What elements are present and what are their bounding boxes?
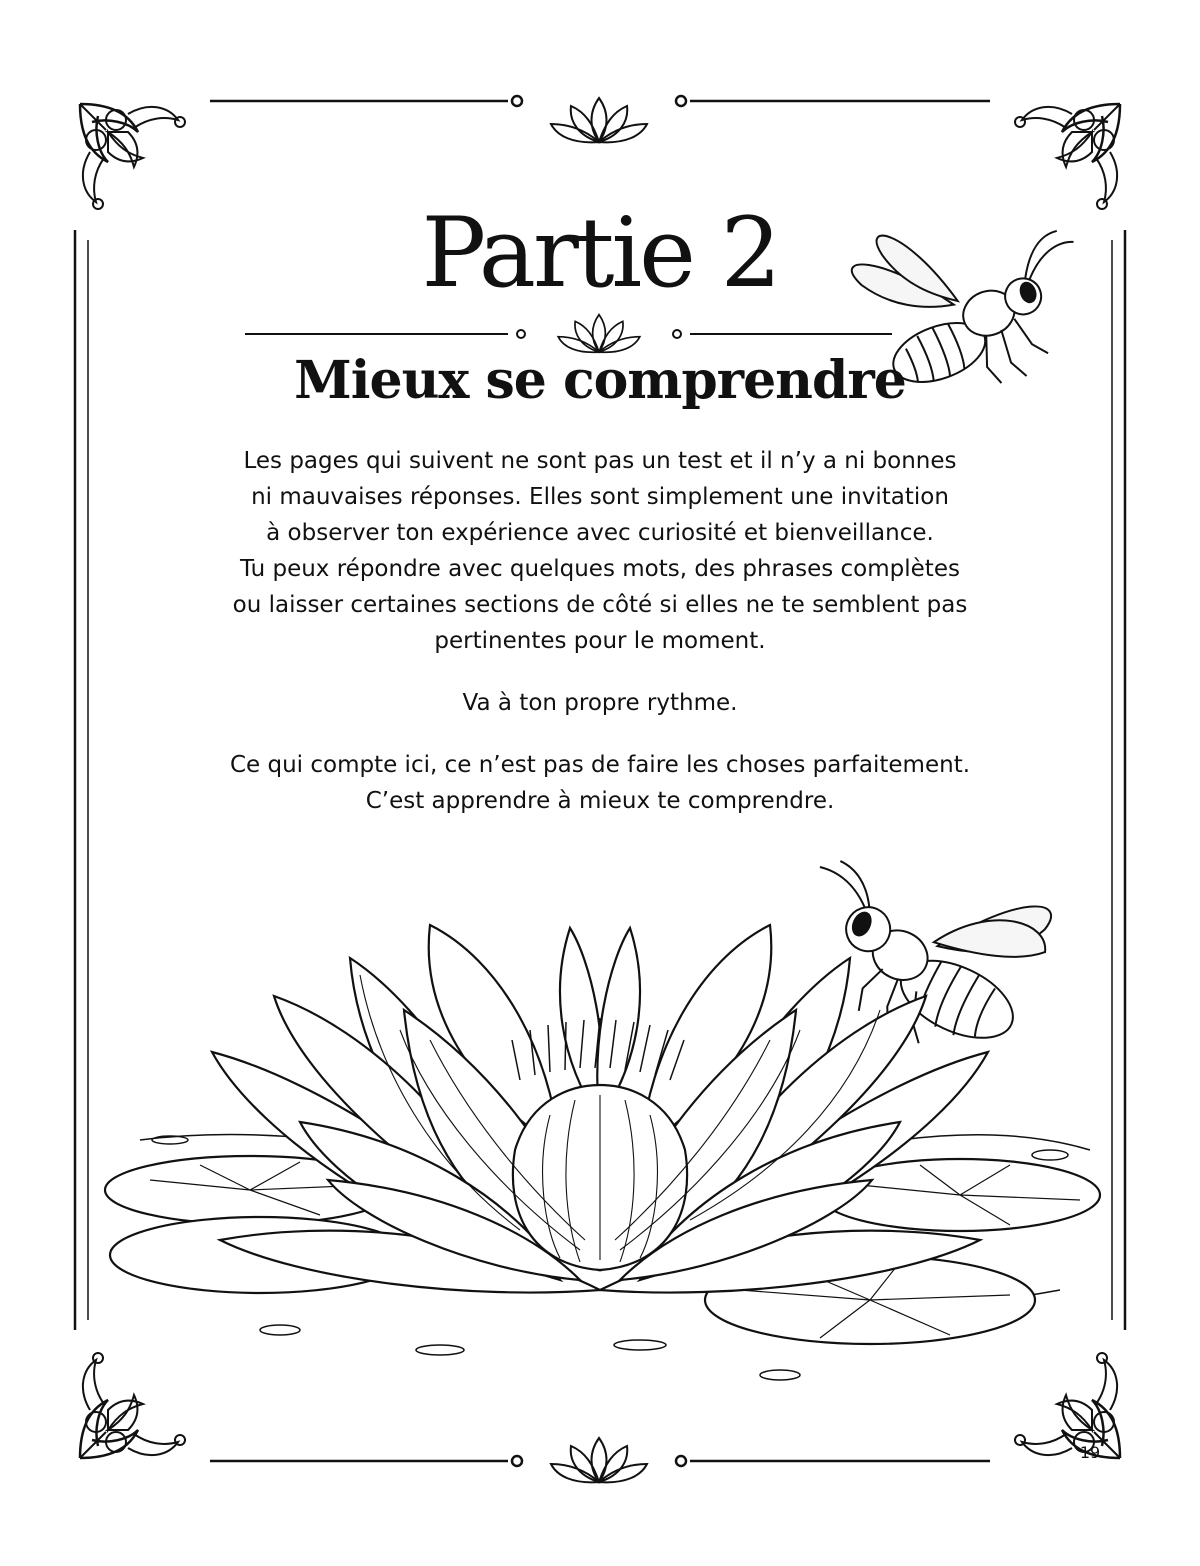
closing-line: C’est apprendre à mieux te comprendre. [365,788,835,814]
intro-text [150,443,1050,819]
intro-line: Les pages qui suivent ne sont pas un test et il n’y a ni bonnes [243,448,957,474]
lotus-divider-icon [245,315,892,353]
intro-line: pertinentes pour le moment. [434,628,766,654]
rhythm-line: Va à ton propre rythme. [462,690,738,716]
top-lotus-ornament-icon [551,98,647,142]
closing-line: Ce qui compte ici, ce n’est pas de faire les choses parfaitement. [229,752,971,778]
page-title: Partie 2 [421,197,779,309]
intro-line: Tu peux répondre avec quelques mots, des phrases complètes [240,556,960,582]
page-number: 19 [1079,1443,1101,1462]
bottom-lotus-ornament-icon [551,1438,647,1482]
page-subtitle: Mieux se comprendre [294,350,906,411]
frame-corner-bottom-left [80,1353,185,1458]
frame-corner-top-left [80,104,185,209]
intro-line: ni mauvaises réponses. Elles sont simplement une invitation [251,484,949,510]
intro-line: ou laisser certaines sections de côté si elles ne te semblent pas [232,592,968,618]
intro-line: à observer ton expérience avec curiosité et bienveillance. [266,520,934,546]
frame-corner-top-right [1015,104,1120,209]
